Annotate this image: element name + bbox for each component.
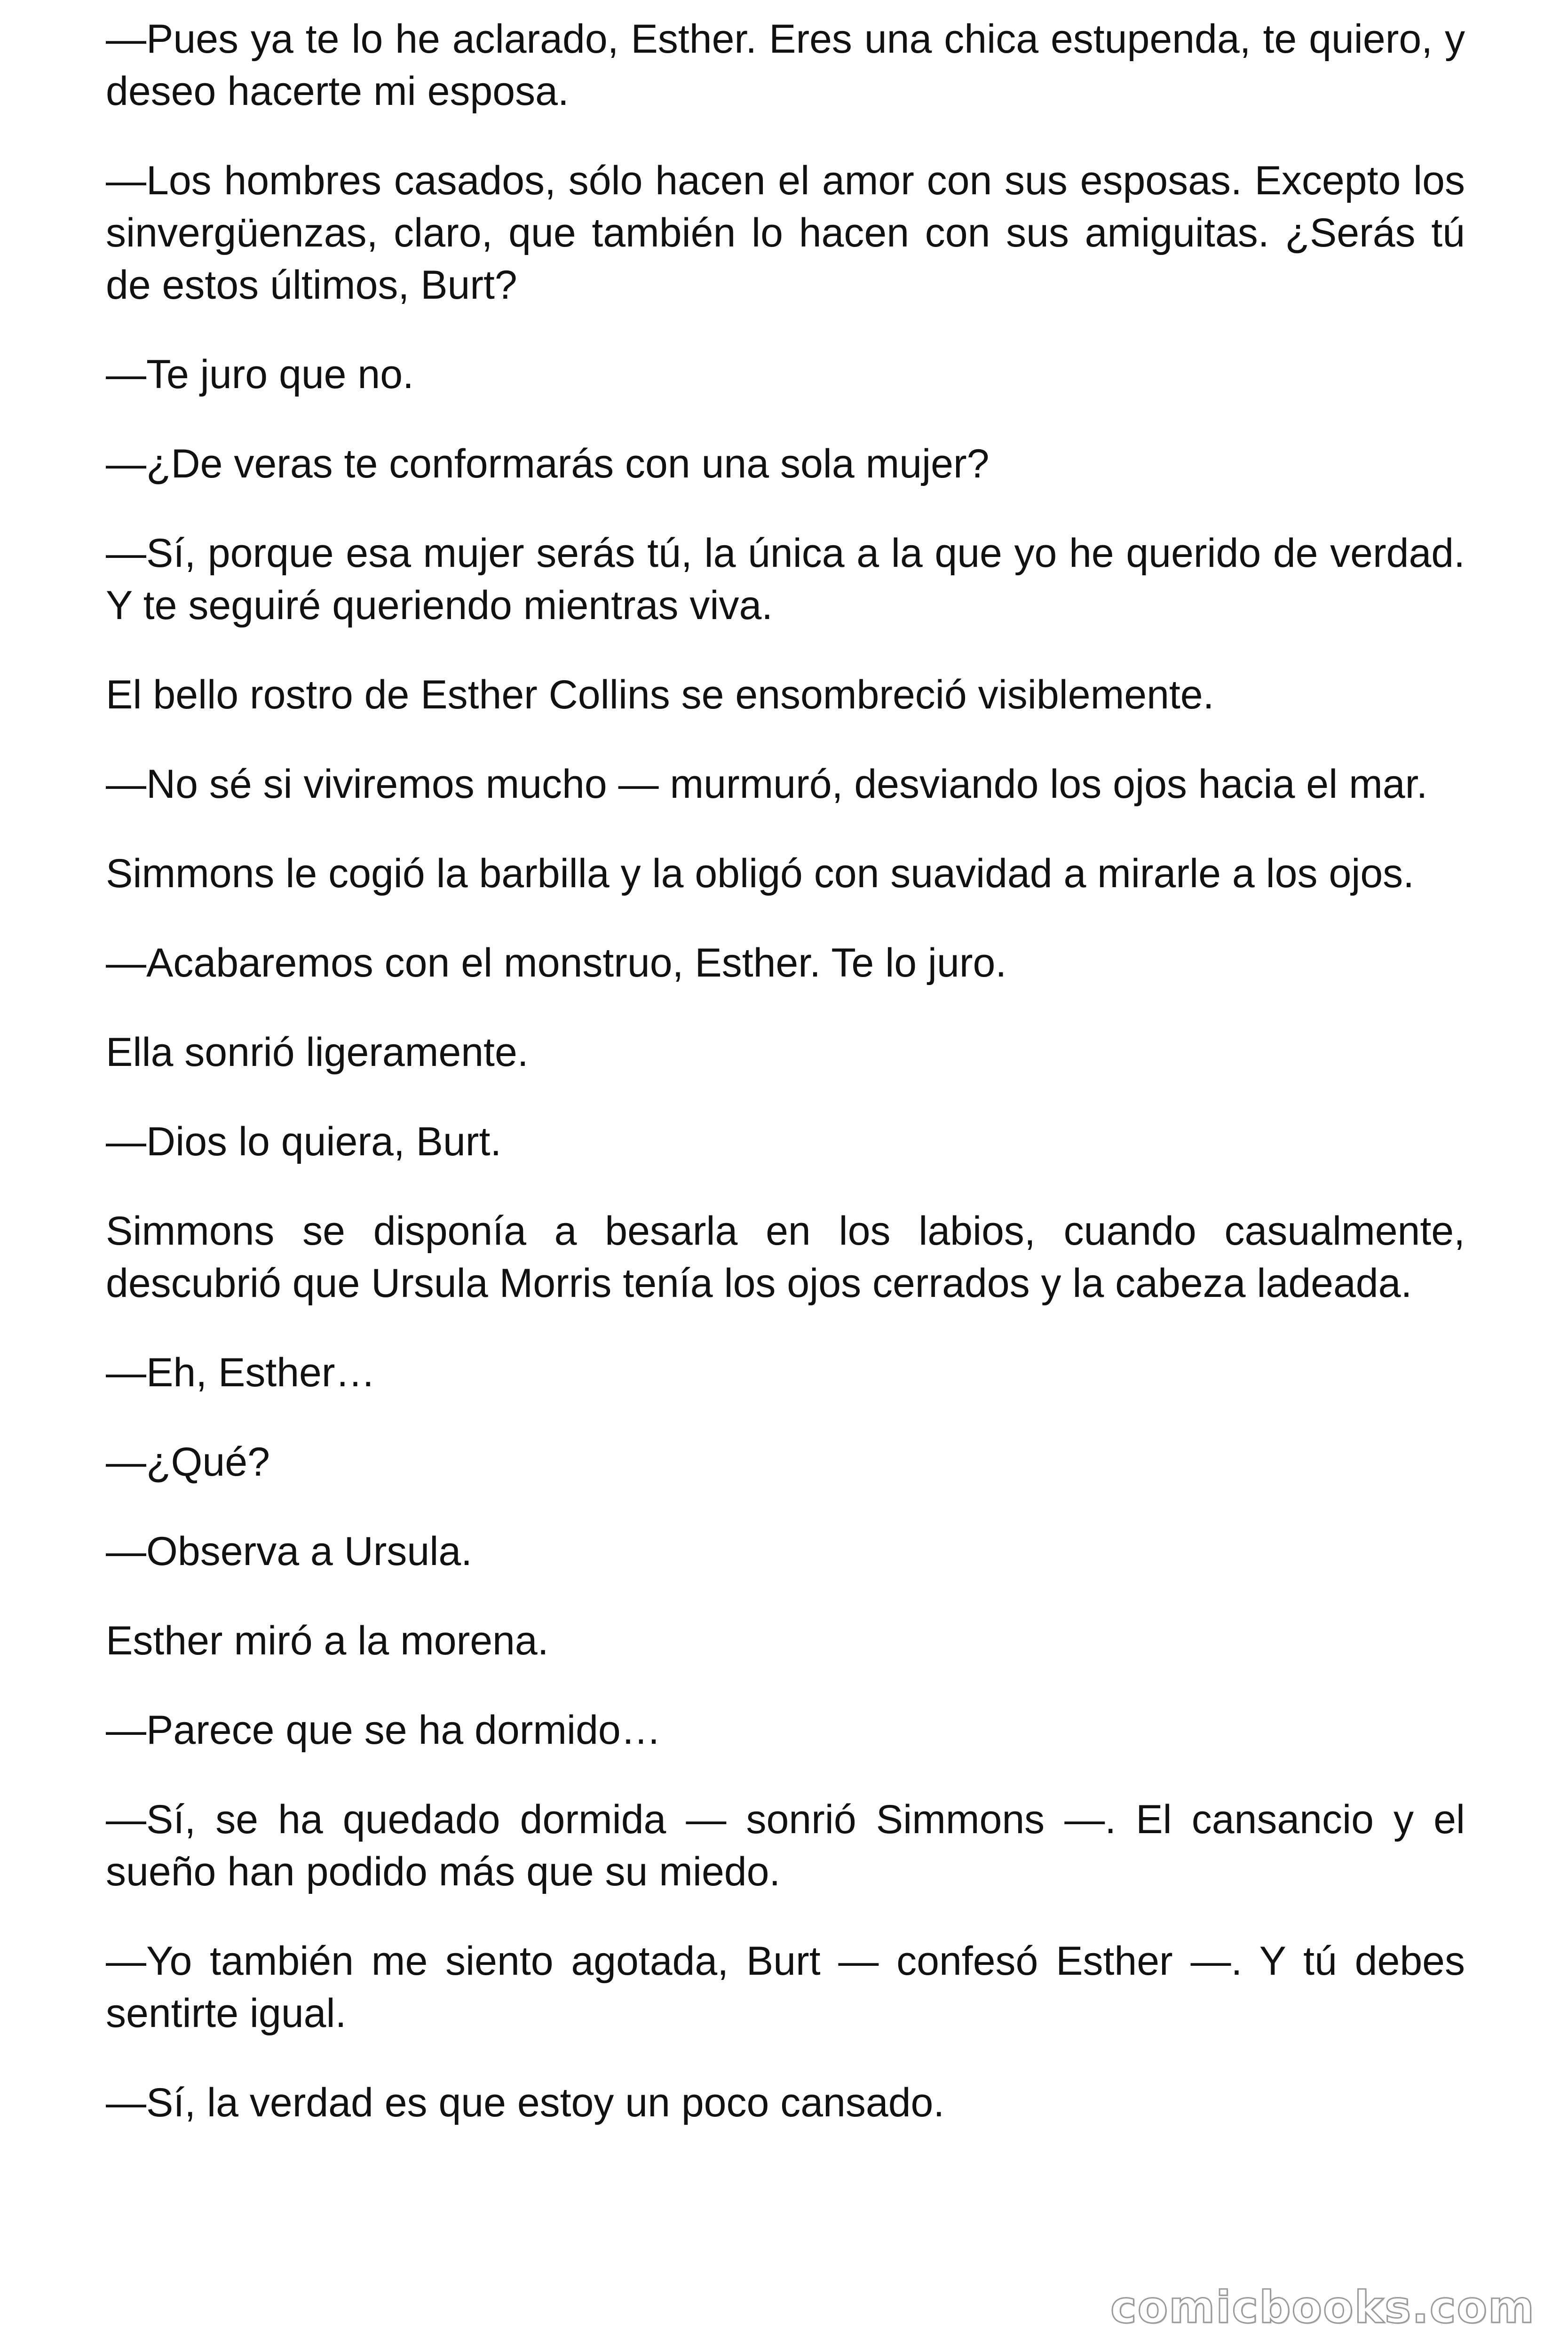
- paragraph: —Los hombres casados, sólo hacen el amor con sus esposas. Excepto los sinvergüenzas, claro, que también lo hacen con sus amiguitas. ¿Serás tú de estos últimos, Burt?: [106, 158, 1465, 308]
- paragraph: Esther miró a la morena.: [106, 1618, 549, 1663]
- paragraph: Simmons se disponía a besarla en los labios, cuando casualmente, descubrió que Ursula Morris tenía los ojos cerrados y la cabeza ladeada.: [106, 1208, 1465, 1306]
- paragraph: Simmons le cogió la barbilla y la obligó con suavidad a mirarle a los ojos.: [106, 851, 1415, 896]
- paragraph: —Pues ya te lo he aclarado, Esther. Eres una chica estupenda, te quiero, y deseo hacerte mi esposa.: [106, 16, 1465, 114]
- paragraph: —Dios lo quiera, Burt.: [106, 1119, 502, 1164]
- watermark-logo: comicbooks.com: [1110, 2282, 1535, 2333]
- paragraph: —Yo también me siento agotada, Burt — confesó Esther —. Y tú debes sentirte igual.: [106, 1939, 1465, 2036]
- paragraph: —Observa a Ursula.: [106, 1529, 473, 1574]
- paragraph: —Sí, porque esa mujer serás tú, la única a la que yo he querido de verdad. Y te seguiré queriendo mientras viva.: [106, 531, 1465, 628]
- paragraph: —No sé si viviremos mucho — murmuró, desviando los ojos hacia el mar.: [106, 762, 1428, 807]
- paragraph: —Sí, la verdad es que estoy un poco cansado.: [106, 2080, 945, 2125]
- page-body: [106, 13, 1465, 2166]
- paragraph: —Te juro que no.: [106, 352, 414, 397]
- paragraph: —Sí, se ha quedado dormida — sonrió Simmons —. El cansancio y el sueño han podido más que su miedo.: [106, 1797, 1465, 1894]
- paragraph: —¿Qué?: [106, 1439, 270, 1485]
- paragraph: —¿De veras te conformarás con una sola mujer?: [106, 441, 990, 486]
- paragraph: —Acabaremos con el monstruo, Esther. Te lo juro.: [106, 940, 1007, 985]
- paragraph: —Parece que se ha dormido…: [106, 1708, 661, 1753]
- paragraph: —Eh, Esther…: [106, 1350, 376, 1395]
- paragraph: El bello rostro de Esther Collins se ensombreció visiblemente.: [106, 672, 1214, 717]
- paragraph: Ella sonrió ligeramente.: [106, 1030, 529, 1075]
